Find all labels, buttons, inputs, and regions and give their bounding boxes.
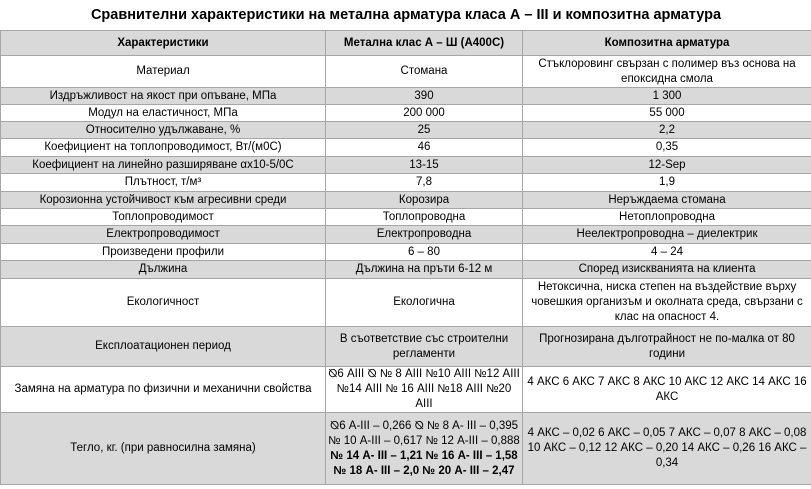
cell-composite: 4 АКС – 0,02 6 АКС – 0,05 7 АКС – 0,07 8 АКС – 0,08 10 АКС – 0,12 12 АКС – 0,20 14 АКС – 0,26 16 АКС – 0,34 xyxy=(523,413,811,485)
cell-metal: ⦰6 АIII ⦰ № 8 АIII №10 АIII №12 АIII №14 АIII № 16 АIII №18 АIII №20 АIII xyxy=(326,367,523,413)
cell-metal: 25 xyxy=(326,122,523,139)
cell-metal-weights xyxy=(326,413,523,485)
cell-composite: 4 АКС 6 АКС 7 АКС 8 АКС 10 АКС 12 АКС 14 АКС 16 АКС xyxy=(523,367,811,413)
weight-line: № 10 А-III – 0,617 № 12 А-III – 0,888 xyxy=(328,434,520,447)
cell-composite: Стъклоровинг свързан с полимер въз основа на епоксидна смола xyxy=(523,56,811,88)
cell-metal: Стомана xyxy=(326,56,523,88)
cell-property: Относително удължаване, % xyxy=(1,122,326,139)
cell-composite: Според изискванията на клиента xyxy=(523,261,811,279)
cell-property: Коефициент на линейно разширяване αх10-5/0С xyxy=(1,157,326,174)
cell-metal: Корозира xyxy=(326,192,523,209)
cell-property: Топлопроводимост xyxy=(1,209,326,226)
cell-metal: 13-15 xyxy=(326,157,523,174)
cell-property: Електропроводимост xyxy=(1,226,326,244)
cell-composite: 2,2 xyxy=(523,122,811,139)
cell-composite: 1 300 xyxy=(523,88,811,105)
cell-property: Модул на еластичност, МПа xyxy=(1,105,326,122)
cell-metal: 46 xyxy=(326,139,523,157)
cell-metal: 390 xyxy=(326,88,523,105)
cell-composite: 12-Sep xyxy=(523,157,811,174)
cell-property: Дължина xyxy=(1,261,326,279)
weight-line: ⦰6 А-III – 0,266 ⦰ № 8 А- III – 0,395 xyxy=(329,419,519,432)
cell-property: Плътност, т/м³ xyxy=(1,174,326,192)
cell-composite: 55 000 xyxy=(523,105,811,122)
cell-property: Експлоатационен период xyxy=(1,327,326,367)
cell-property: Корозионна устойчивост към агресивни среди xyxy=(1,192,326,209)
header-metal: Метална клас А – Ш (А400С) xyxy=(326,31,523,56)
cell-composite: Нетоплопроводна xyxy=(523,209,811,226)
header-composite: Композитна арматура xyxy=(523,31,811,56)
cell-composite: Неелектропроводна – диелектрик xyxy=(523,226,811,244)
cell-metal: В съответствие със строителни регламенти xyxy=(326,327,523,367)
cell-composite: 4 – 24 xyxy=(523,244,811,261)
weight-line: № 14 А- III – 1,21 № 16 А- III – 1,58 xyxy=(330,449,518,462)
cell-metal: Дължина на пръти 6-12 м xyxy=(326,261,523,279)
cell-composite: 1,9 xyxy=(523,174,811,192)
cell-property: Издръжливост на якост при опъване, МПа xyxy=(1,88,326,105)
cell-property: Замяна на арматура по физични и механични свойства xyxy=(1,367,326,413)
cell-composite: Прогнозирана дълготрайност не по-малка от 80 години xyxy=(523,327,811,367)
weight-line: № 18 А- III – 2,0 № 20 А- III – 2,47 xyxy=(333,464,515,477)
cell-metal: Електропроводна xyxy=(326,226,523,244)
header-characteristics: Характеристики xyxy=(1,31,326,56)
cell-composite: 0,35 xyxy=(523,139,811,157)
table-title: Сравнителни характеристики на метална арматура класа А – III и композитна арматура xyxy=(1,0,811,31)
cell-composite: Нетоксична, ниска степен на въздействие върху човешкия организъм и околната среда, свързани с клас на опасност 4. xyxy=(523,279,811,327)
cell-property: Екологичност xyxy=(1,279,326,327)
cell-composite: Неръждаема стомана xyxy=(523,192,811,209)
cell-metal: Екологична xyxy=(326,279,523,327)
cell-metal: 6 – 80 xyxy=(326,244,523,261)
cell-property: Произведени профили xyxy=(1,244,326,261)
cell-metal: 200 000 xyxy=(326,105,523,122)
cell-metal: Топлопроводна xyxy=(326,209,523,226)
cell-property: Тегло, кг. (при равносилна замяна) xyxy=(1,413,326,485)
cell-property: Материал xyxy=(1,56,326,88)
cell-metal: 7,8 xyxy=(326,174,523,192)
cell-property: Коефициент на топлопроводимост, Вт/(м0С) xyxy=(1,139,326,157)
